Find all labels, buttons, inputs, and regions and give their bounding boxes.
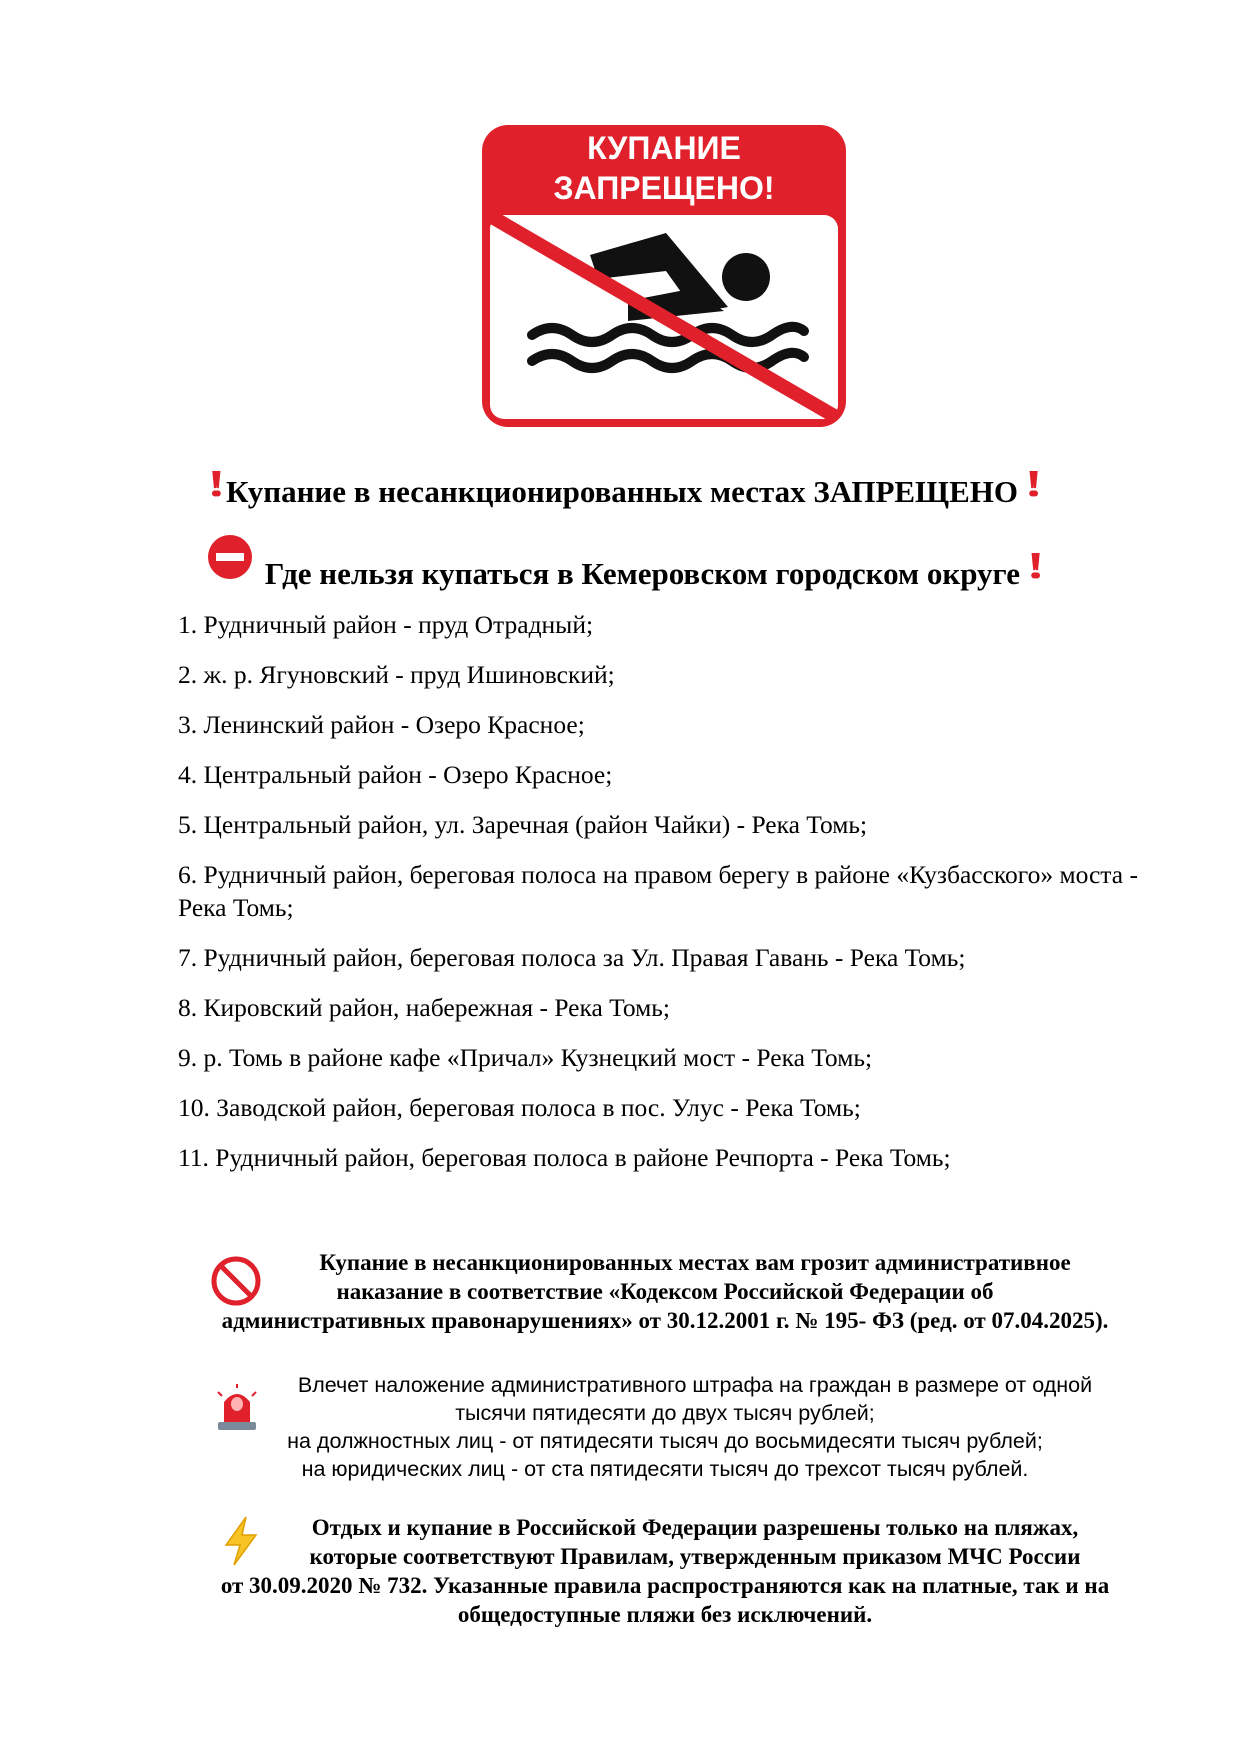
fines-line: тысячи пятидесяти до двух тысяч рублей; xyxy=(455,1401,875,1425)
list-item: 9. р. Томь в районе кафе «Причал» Кузнецкий мост - Река Томь; xyxy=(178,1043,873,1072)
penalty-line: Купание в несанкционированных местах вам грозит административное xyxy=(319,1250,1071,1275)
rules-line: общедоступные пляжи без исключений. xyxy=(457,1602,873,1627)
list-item: 10. Заводской район, береговая полоса в пос. Улус - Река Томь; xyxy=(178,1093,861,1122)
rules-block xyxy=(170,1513,1160,1629)
list-item: 2. ж. р. Ягуновский - пруд Ишиновский; xyxy=(178,660,615,689)
no-entry-icon xyxy=(207,534,253,580)
penalty-line: административных правонарушениях» от 30.12.2001 г. № 195- ФЗ (ред. от 07.04.2025). xyxy=(221,1308,1109,1333)
rules-line: от 30.09.2020 № 732. Указанные правила распространяются как на платные, так и на xyxy=(220,1573,1110,1598)
sign-title-line1: КУПАНИЕ xyxy=(587,130,741,166)
list-item: 11. Рудничный район, береговая полоса в районе Речпорта - Река Томь; xyxy=(178,1143,951,1172)
fines-block xyxy=(170,1371,1160,1483)
double-exclamation-icon: !! xyxy=(1027,545,1034,587)
places-list xyxy=(178,608,1138,1191)
no-swimming-sign xyxy=(478,121,850,431)
list-item: 3. Ленинский район - Озеро Красное; xyxy=(178,710,585,739)
fines-line: Влечет наложение административного штрафа на граждан в размере от одной xyxy=(297,1373,1093,1397)
list-item: 5. Центральный район, ул. Заречная (район Чайки) - Река Томь; xyxy=(178,810,868,839)
list-item: 4. Центральный район - Озеро Красное; xyxy=(178,760,613,789)
heading-forbidden xyxy=(0,463,1240,512)
rules-line: Отдых и купание в Российской Федерации разрешены только на пляжах, xyxy=(311,1515,1079,1540)
fines-line: на юридических лиц - от ста пятидесяти тысяч до трехсот тысяч рублей. xyxy=(301,1457,1029,1481)
fines-line: на должностных лиц - от пятидесяти тысяч до восьмидесяти тысяч рублей; xyxy=(287,1429,1043,1453)
penalty-line: наказание в соответствие «Кодексом Российской Федерации об xyxy=(336,1279,994,1304)
rules-line: которые соответствуют Правилам, утвержденным приказом МЧС России xyxy=(309,1544,1081,1569)
list-item: 6. Рудничный район, береговая полоса на правом берегу в районе «Кузбасского» моста - Река Томь; xyxy=(178,860,1138,922)
list-item: 8. Кировский район, набережная - Река Томь; xyxy=(178,993,670,1022)
list-item: 1. Рудничный район - пруд Отрадный; xyxy=(178,610,594,639)
double-exclamation-icon: !! xyxy=(1026,463,1032,505)
list-item: 7. Рудничный район, береговая полоса за Ул. Правая Гавань - Река Томь; xyxy=(178,943,966,972)
heading-forbidden-text: Купание в несанкционированных местах ЗАПРЕЩЕНО xyxy=(226,474,1018,509)
heading-where xyxy=(0,545,1240,594)
sign-title-line2: ЗАПРЕЩЕНО! xyxy=(553,170,775,206)
heading-where-text: Где нельзя купаться в Кемеровском городском округе xyxy=(264,556,1020,591)
double-exclamation-icon: !! xyxy=(208,463,214,505)
penalty-block xyxy=(170,1248,1160,1335)
